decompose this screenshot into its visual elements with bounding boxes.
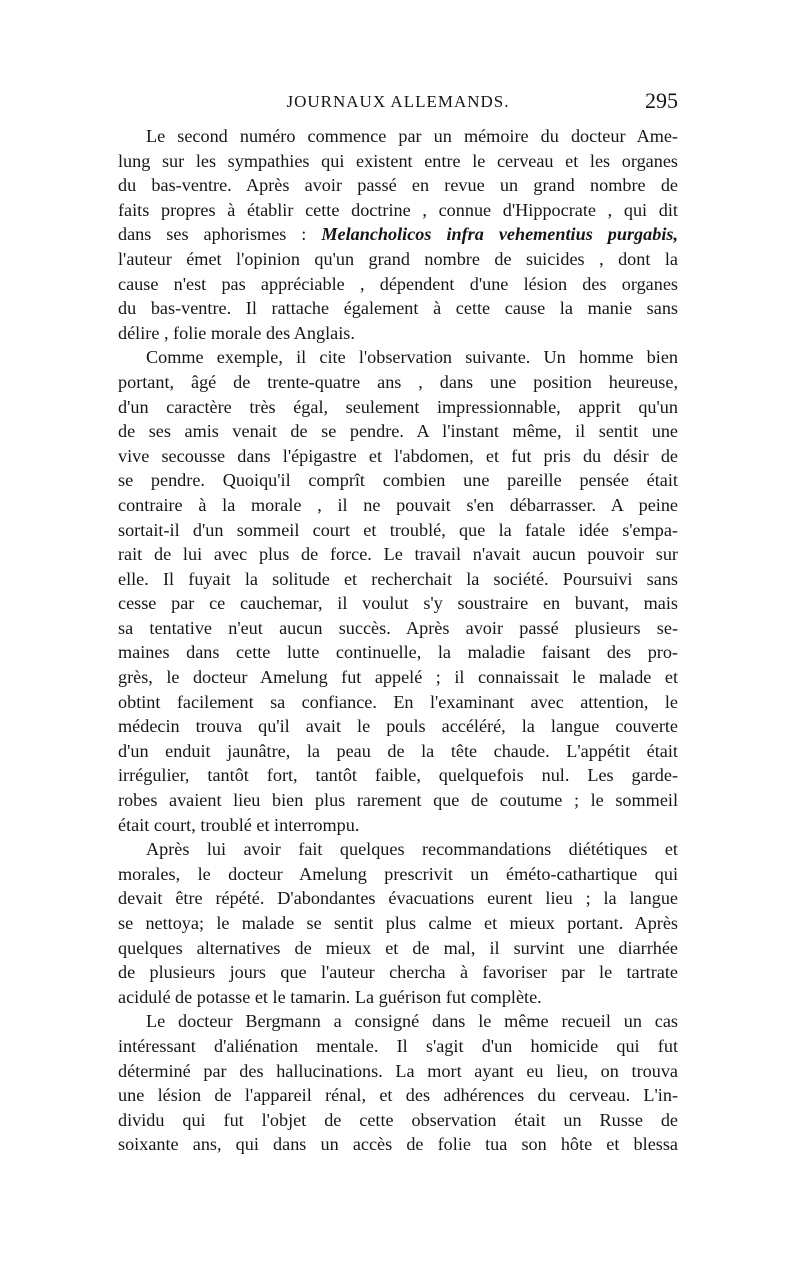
text-line: de plusieurs jours que l'auteur chercha à favoriser par le tartrate (118, 962, 678, 983)
text-line: morales, le docteur Amelung prescrivit un éméto-cathartique qui (118, 863, 678, 884)
text-line: lung sur les sympathies qui existent entre le cerveau et les organes (118, 150, 678, 171)
text-line: elle. Il fuyait la solitude et recherchait la société. Poursuivi sans (118, 568, 678, 589)
text-line: l'auteur émet l'opinion qu'un grand nombre de suicides , dont la (118, 248, 678, 269)
running-head (118, 90, 678, 120)
text-line: Après lui avoir fait quelques recommandations diététiques et (146, 839, 678, 860)
text-line: médecin trouva qu'il avait le pouls accéléré, la langue couverte (118, 716, 678, 737)
text-line: une lésion de l'appareil rénal, et des adhérences du cerveau. L'in- (118, 1085, 678, 1106)
text-line: cesse par ce cauchemar, il voulut s'y soustraire en buvant, mais (118, 593, 678, 614)
text-line: irrégulier, tantôt fort, tantôt faible, quelquefois nul. Les garde- (118, 765, 678, 786)
running-title: JOURNAUX ALLEMANDS. (286, 92, 510, 111)
text-line: Le second numéro commence par un mémoire du docteur Ame- (146, 126, 678, 146)
text-line: contraire à la morale , il ne pouvait s'en débarrasser. A peine (118, 494, 678, 515)
text-line: délire , folie morale des Anglais. (118, 322, 355, 343)
text-line: obtint facilement sa confiance. En l'examinant avec attention, le (118, 691, 678, 712)
text-line: Comme exemple, il cite l'observation suivante. Un homme bien (146, 347, 678, 368)
text-line: sortait-il d'un sommeil court et troublé, que la fatale idée s'empa- (118, 519, 678, 540)
text-line-with-quote (118, 222, 678, 247)
text-line: était court, troublé et interrompu. (118, 814, 360, 835)
text-line: d'un enduit jaunâtre, la peau de la tête chaude. L'appétit était (118, 740, 678, 761)
text-line: soixante ans, qui dans un accès de folie tua son hôte et blessa (118, 1134, 678, 1155)
text-line: faits propres à établir cette doctrine , connue d'Hippocrate , qui dit (118, 199, 678, 220)
text-line: Le docteur Bergmann a consigné dans le même recueil un cas (146, 1011, 678, 1032)
text-line: grès, le docteur Amelung fut appelé ; il connaissait le malade et (118, 667, 678, 688)
text-line: rait de lui avec plus de force. Le travail n'avait aucun pouvoir sur (118, 544, 678, 565)
text-line: déterminé par des hallucinations. La mort ayant eu lieu, on trouva (118, 1060, 678, 1081)
text-line: portant, âgé de trente-quatre ans , dans une position heureuse, (118, 371, 678, 392)
text-line: devait être répété. D'abondantes évacuations eurent lieu ; la langue (118, 888, 678, 909)
body-text (118, 124, 678, 1157)
text-line: quelques alternatives de mieux et de mal, il survint une diarrhée (118, 937, 678, 958)
text-line: cause n'est pas appréciable , dépendent d'une lésion des organes (118, 273, 678, 294)
text-line: sa tentative n'eut aucun succès. Après avoir passé plusieurs se- (118, 617, 678, 638)
text-line: intéressant d'aliénation mentale. Il s'agit d'un homicide qui fut (118, 1035, 678, 1056)
text-line: maines dans cette lutte continuelle, la maladie faisant des pro- (118, 642, 678, 663)
text-line: de ses amis venait de se pendre. A l'instant même, il sentit une (118, 421, 678, 442)
text-line: du bas-ventre. Après avoir passé en revue un grand nombre de (118, 175, 678, 196)
text-line: d'un caractère très égal, seulement impressionnable, apprit qu'un (118, 396, 678, 417)
text-line: se pendre. Quoiqu'il comprît combien une pareille pensée était (118, 470, 678, 491)
text-segment: dans ses aphorismes : (118, 224, 307, 245)
text-line: dividu qui fut l'objet de cette observation était un Russe de (118, 1109, 678, 1130)
page-number: 295 (645, 88, 678, 113)
text-line: robes avaient lieu bien plus rarement que de coutume ; le sommeil (118, 790, 678, 811)
text-line: vive secousse dans l'épigastre et l'abdomen, et fut pris du désir de (118, 445, 678, 466)
text-line: acidulé de potasse et le tamarin. La guérison fut complète. (118, 986, 542, 1007)
text-line: se nettoya; le malade se sentit plus calme et mieux portant. Après (118, 913, 678, 933)
italic-quote: Melancholicos infra vehementius purgabis, (321, 224, 678, 245)
text-line: du bas-ventre. Il rattache également à cette cause la manie sans (118, 298, 678, 319)
